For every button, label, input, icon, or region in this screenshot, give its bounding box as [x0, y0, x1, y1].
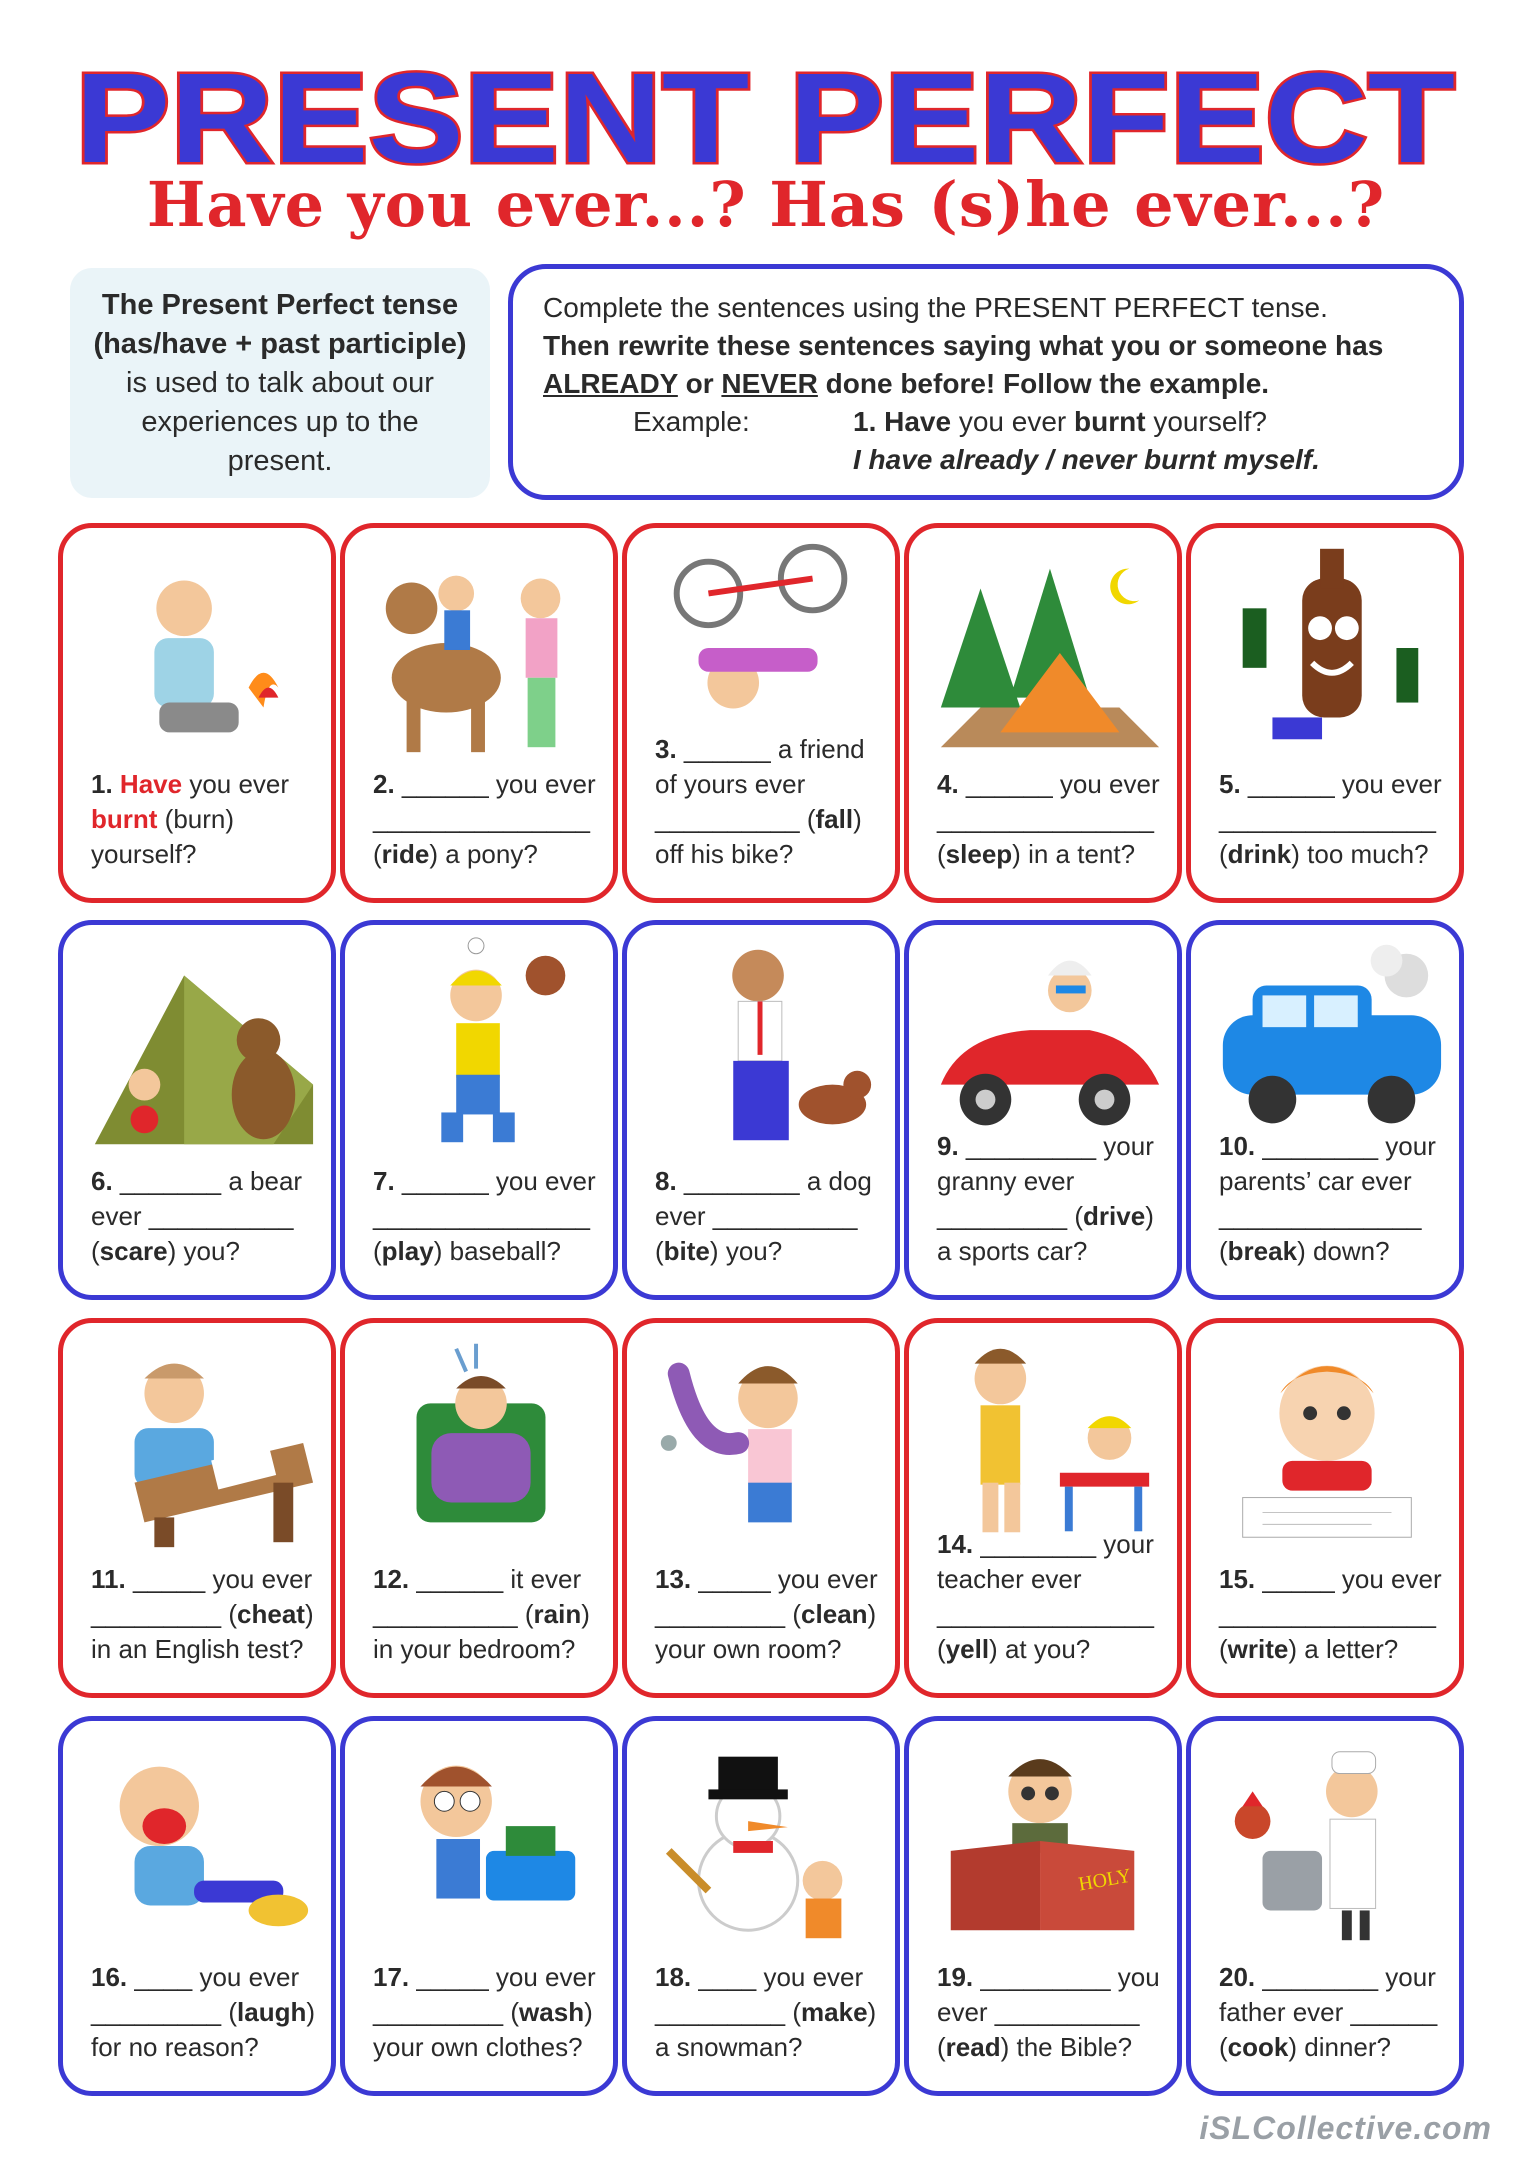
- prompt-line: [1219, 1960, 1454, 1995]
- instruction-line: [543, 365, 1429, 403]
- prompt-line: [1219, 2030, 1454, 2065]
- verb-hint: (play): [373, 1236, 443, 1266]
- prompt-line: [655, 1632, 890, 1667]
- prompt-line: [91, 2030, 326, 2065]
- prompt-line: [373, 1234, 608, 1269]
- prompt-line: [91, 1234, 326, 1269]
- exercise-card: [904, 1716, 1182, 2096]
- blank-line: _________: [655, 1997, 786, 2027]
- prompt-text: ______ it ever: [416, 1564, 582, 1594]
- prompt-text: for no reason?: [91, 2032, 259, 2062]
- prompt-text: ______ you ever: [965, 769, 1160, 799]
- blank-line: _______________: [937, 1599, 1154, 1629]
- exercise-prompt: [91, 1960, 326, 2065]
- prompt-line: [91, 802, 326, 837]
- prompt-text: _______________: [1219, 1599, 1436, 1629]
- exercise-card: [1186, 1318, 1464, 1698]
- exercise-illustration: [921, 1731, 1169, 1951]
- blank-line: _________: [91, 1997, 222, 2027]
- exercise-illustration: [75, 538, 323, 758]
- prompt-line: [655, 1995, 890, 2030]
- prompt-line: [937, 837, 1172, 872]
- exercise-card: [340, 1716, 618, 2096]
- exercise-card: [904, 920, 1182, 1300]
- exercise-card: [622, 920, 900, 1300]
- prompt-text: a sports car?: [937, 1236, 1088, 1266]
- prompt-line: [1219, 837, 1454, 872]
- prompt-text: ________ a dog: [683, 1166, 872, 1196]
- prompt-line: [937, 2030, 1172, 2065]
- prompt-line: [655, 1164, 890, 1199]
- prompt-text: ______ a friend: [683, 734, 865, 764]
- exercise-illustration: [921, 935, 1169, 1155]
- prompt-text: ________ your: [1262, 1131, 1436, 1161]
- prompt-line: [937, 1527, 1172, 1562]
- prompt-text: ____ you ever: [698, 1962, 864, 1992]
- prompt-text: at you?: [1004, 1634, 1091, 1664]
- exercise-card: [58, 920, 336, 1300]
- exercise-card: [1186, 523, 1464, 903]
- exercise-illustration: [639, 1333, 887, 1553]
- prompt-text: _________ you: [980, 1962, 1160, 1992]
- prompt-line: [91, 1199, 326, 1234]
- verb-hint: (bite): [655, 1236, 719, 1266]
- verb-word: sleep: [945, 839, 1013, 869]
- verb-word: play: [381, 1236, 434, 1266]
- verb-word: cheat: [237, 1599, 305, 1629]
- exercise-card: [622, 1318, 900, 1698]
- verb-hint: (rain): [524, 1599, 590, 1629]
- verb-word: cook: [1227, 2032, 1289, 2062]
- item-number: 4.: [937, 769, 959, 799]
- prompt-line: [373, 767, 608, 802]
- page-title: [70, 58, 1460, 178]
- prompt-text: ever __________: [937, 1997, 1140, 2027]
- item-number: 20.: [1219, 1962, 1256, 1992]
- exercise-illustration: [921, 538, 1169, 758]
- prompt-line: [655, 2030, 890, 2065]
- exercise-illustration: [75, 1731, 323, 1951]
- prompt-text: teacher ever: [937, 1564, 1082, 1594]
- exercise-prompt: [937, 1960, 1172, 2065]
- verb-word: wash: [519, 1997, 585, 2027]
- exercise-card: [904, 523, 1182, 903]
- prompt-text: _______________: [373, 1201, 590, 1231]
- item-number: 11.: [91, 1564, 126, 1594]
- prompt-text: yourself?: [91, 839, 197, 869]
- prompt-text: of yours ever: [655, 769, 806, 799]
- prompt-text: you ever: [189, 769, 290, 799]
- verb-word: make: [801, 1997, 868, 2027]
- prompt-line: [91, 1960, 326, 1995]
- item-number: 18.: [655, 1962, 692, 1992]
- exercise-card: [622, 523, 900, 903]
- prompt-line: [937, 1234, 1172, 1269]
- exercise-illustration: [75, 1333, 323, 1553]
- instruction-line: Then rewrite these sentences saying what you or someone has: [543, 330, 1384, 361]
- exercise-card: [1186, 1716, 1464, 2096]
- answer-word: burnt: [91, 804, 158, 834]
- exercise-prompt: [373, 767, 608, 872]
- prompt-text: ever __________: [91, 1201, 294, 1231]
- exercise-prompt: [655, 1960, 890, 2065]
- prompt-line: [937, 1199, 1172, 1234]
- verb-hint: (read): [937, 2032, 1010, 2062]
- prompt-line: [373, 1562, 608, 1597]
- verb-hint: (cook): [1219, 2032, 1298, 2062]
- or-word: or: [685, 368, 714, 399]
- blank-line: _________: [937, 1201, 1068, 1231]
- instructions-box: [508, 264, 1464, 500]
- prompt-line: [1219, 1597, 1454, 1632]
- verb-word: break: [1227, 1236, 1298, 1266]
- grammar-line: present.: [227, 445, 333, 477]
- verb-hint: (cheat): [228, 1599, 314, 1629]
- exercise-illustration: [1203, 1333, 1451, 1553]
- exercise-card: [1186, 920, 1464, 1300]
- verb-hint: (write): [1219, 1634, 1298, 1664]
- prompt-line: [937, 767, 1172, 802]
- example-burnt: burnt: [1074, 406, 1146, 437]
- prompt-line: [937, 1995, 1172, 2030]
- verb-word: yell: [945, 1634, 990, 1664]
- example-answer: I have already / never burnt myself.: [853, 444, 1320, 475]
- prompt-text: _______________: [373, 804, 590, 834]
- prompt-text: your own clothes?: [373, 2032, 583, 2062]
- item-number: 19.: [937, 1962, 974, 1992]
- prompt-text: baseball?: [449, 1236, 561, 1266]
- blank-line: _________: [91, 1599, 222, 1629]
- exercise-card: [904, 1318, 1182, 1698]
- prompt-line: [655, 732, 890, 767]
- exercise-illustration: [1203, 1731, 1451, 1951]
- item-number: 1.: [91, 769, 113, 799]
- prompt-text: ____ you ever: [134, 1962, 300, 1992]
- grammar-line: is used to talk about our: [126, 367, 434, 399]
- verb-word: drive: [1083, 1201, 1146, 1231]
- prompt-text: in an English test?: [91, 1634, 304, 1664]
- verb-hint: (clean): [792, 1599, 877, 1629]
- exercise-card: [622, 1716, 900, 2096]
- exercise-card: [340, 523, 618, 903]
- prompt-text: _____ you ever: [416, 1962, 596, 1992]
- prompt-line: [1219, 1562, 1454, 1597]
- prompt-line: [91, 1597, 326, 1632]
- exercise-illustration: [75, 935, 323, 1155]
- prompt-line: [655, 1562, 890, 1597]
- exercise-card: [340, 1318, 618, 1698]
- prompt-text: _______________: [1219, 804, 1436, 834]
- example-label: Example:: [633, 406, 750, 437]
- exercise-prompt: [655, 1164, 890, 1269]
- exercise-prompt: [937, 1129, 1172, 1269]
- prompt-line: [91, 767, 326, 802]
- exercise-card: [58, 523, 336, 903]
- page-subtitle: Have you ever...? Has (s)he ever...?: [146, 168, 1386, 241]
- prompt-text: parents’ car ever: [1219, 1166, 1412, 1196]
- prompt-text: (burn): [164, 804, 235, 834]
- exercise-illustration: [357, 1333, 605, 1553]
- exercise-prompt: [373, 1164, 608, 1269]
- exercise-prompt: [373, 1960, 608, 2065]
- prompt-line: [1219, 1199, 1454, 1234]
- exercise-prompt: [91, 1164, 326, 1269]
- answer-word: Have: [119, 769, 183, 799]
- prompt-line: [1219, 767, 1454, 802]
- prompt-text: ______ you ever: [401, 769, 596, 799]
- prompt-text: granny ever: [937, 1166, 1075, 1196]
- item-number: 2.: [373, 769, 395, 799]
- prompt-line: [373, 1995, 608, 2030]
- item-number: 12.: [373, 1564, 410, 1594]
- verb-word: fall: [815, 804, 854, 834]
- prompt-line: [655, 767, 890, 802]
- verb-hint: (drive): [1074, 1201, 1154, 1231]
- prompt-line: [91, 1562, 326, 1597]
- item-number: 7.: [373, 1166, 395, 1196]
- prompt-line: [91, 837, 326, 872]
- exercise-illustration: [639, 935, 887, 1155]
- exercise-prompt: [1219, 1129, 1454, 1269]
- example-number: 1.: [853, 406, 877, 437]
- prompt-line: [91, 1632, 326, 1667]
- prompt-line: [373, 1632, 608, 1667]
- verb-hint: (scare): [91, 1236, 177, 1266]
- exercise-prompt: [655, 1562, 890, 1667]
- prompt-text: ________ your: [1262, 1962, 1436, 1992]
- exercise-illustration: [639, 1731, 887, 1951]
- exercise-prompt: [91, 1562, 326, 1667]
- instruction-rest: done before! Follow the example.: [825, 368, 1270, 399]
- example-have: Have: [884, 406, 952, 437]
- exercise-card: [58, 1318, 336, 1698]
- item-number: 10.: [1219, 1131, 1256, 1161]
- prompt-line: [1219, 1632, 1454, 1667]
- prompt-line: [91, 1164, 326, 1199]
- prompt-text: in a tent?: [1028, 839, 1136, 869]
- prompt-line: [373, 1597, 608, 1632]
- prompt-line: [937, 1562, 1172, 1597]
- never-word: NEVER: [721, 368, 818, 399]
- exercise-prompt: [373, 1562, 608, 1667]
- prompt-text: a snowman?: [655, 2032, 803, 2062]
- example-mid: you ever: [958, 406, 1067, 437]
- blank-line: ______________: [1219, 1201, 1422, 1231]
- prompt-text: off his bike?: [655, 839, 794, 869]
- prompt-line: [937, 1597, 1172, 1632]
- exercise-prompt: [937, 767, 1172, 872]
- prompt-text: father ever ______: [1219, 1997, 1438, 2027]
- prompt-line: [373, 837, 608, 872]
- item-number: 15.: [1219, 1564, 1256, 1594]
- exercise-illustration: [639, 538, 887, 758]
- prompt-text: ______ you ever: [401, 1166, 596, 1196]
- verb-hint: (make): [792, 1997, 877, 2027]
- watermark: iSLCollective.com: [1199, 2110, 1492, 2146]
- prompt-text: ________ your: [980, 1529, 1154, 1559]
- verb-hint: (fall): [806, 804, 862, 834]
- verb-word: read: [945, 2032, 1001, 2062]
- instruction-line: Complete the sentences using the PRESENT PERFECT tense.: [543, 292, 1328, 323]
- prompt-line: [655, 837, 890, 872]
- exercise-card: [58, 1716, 336, 2096]
- prompt-text: down?: [1312, 1236, 1390, 1266]
- grammar-line: experiences up to the: [141, 406, 419, 438]
- exercise-illustration: [357, 1731, 605, 1951]
- prompt-line: [655, 1597, 890, 1632]
- prompt-line: [937, 1632, 1172, 1667]
- prompt-line: [1219, 1129, 1454, 1164]
- exercise-prompt: [91, 767, 326, 872]
- verb-hint: (yell): [937, 1634, 998, 1664]
- item-number: 5.: [1219, 769, 1241, 799]
- prompt-line: [937, 1164, 1172, 1199]
- exercise-prompt: [1219, 767, 1454, 872]
- example-row: [543, 403, 1429, 441]
- exercise-illustration: [1203, 935, 1451, 1155]
- prompt-text: too much?: [1307, 839, 1429, 869]
- grammar-note: [70, 268, 490, 498]
- verb-word: rain: [533, 1599, 582, 1629]
- prompt-text: _________ your: [965, 1131, 1154, 1161]
- prompt-line: [655, 1960, 890, 1995]
- prompt-line: [373, 802, 608, 837]
- blank-line: __________: [373, 1599, 518, 1629]
- prompt-line: [655, 1234, 890, 1269]
- prompt-line: [937, 802, 1172, 837]
- exercise-prompt: [1219, 1960, 1454, 2065]
- verb-word: drink: [1227, 839, 1292, 869]
- verb-hint: (laugh): [228, 1997, 316, 2027]
- exercise-illustration: [1203, 538, 1451, 758]
- item-number: 9.: [937, 1131, 959, 1161]
- blank-line: __________: [655, 804, 800, 834]
- prompt-text: you?: [725, 1236, 783, 1266]
- item-number: 14.: [937, 1529, 974, 1559]
- prompt-line: [373, 2030, 608, 2065]
- prompt-text: _______ a bear: [119, 1166, 303, 1196]
- item-number: 8.: [655, 1166, 677, 1196]
- svg-text:HOLY: HOLY: [1076, 1864, 1133, 1896]
- prompt-text: the Bible?: [1016, 2032, 1133, 2062]
- prompt-text: a letter?: [1304, 1634, 1399, 1664]
- prompt-text: _____ you ever: [1262, 1564, 1442, 1594]
- prompt-line: [1219, 802, 1454, 837]
- prompt-text: your own room?: [655, 1634, 842, 1664]
- exercise-illustration: [357, 538, 605, 758]
- prompt-line: [655, 1199, 890, 1234]
- exercise-illustration: [921, 1333, 1169, 1553]
- example-end: yourself?: [1153, 406, 1267, 437]
- exercise-prompt: [655, 732, 890, 872]
- verb-word: ride: [381, 839, 430, 869]
- prompt-text: _______________: [937, 804, 1154, 834]
- exercise-prompt: [937, 1527, 1172, 1667]
- svg-text:PRESENT PERFECT: PRESENT PERFECT: [75, 58, 1455, 178]
- exercise-prompt: [1219, 1562, 1454, 1667]
- verb-word: laugh: [237, 1997, 307, 2027]
- verb-hint: (wash): [510, 1997, 593, 2027]
- verb-word: bite: [663, 1236, 710, 1266]
- prompt-text: _____ you ever: [132, 1564, 313, 1594]
- verb-word: clean: [801, 1599, 868, 1629]
- prompt-line: [655, 802, 890, 837]
- item-number: 16.: [91, 1962, 128, 1992]
- prompt-text: ever __________: [655, 1201, 858, 1231]
- verb-hint: (ride): [373, 839, 439, 869]
- prompt-text: dinner?: [1304, 2032, 1391, 2062]
- exercise-card: [340, 920, 618, 1300]
- prompt-line: [1219, 1234, 1454, 1269]
- exercise-illustration: [357, 935, 605, 1155]
- verb-hint: (break): [1219, 1236, 1306, 1266]
- prompt-line: [1219, 1164, 1454, 1199]
- prompt-line: [373, 1199, 608, 1234]
- prompt-text: you?: [183, 1236, 240, 1266]
- prompt-text: a pony?: [445, 839, 538, 869]
- grammar-line: (has/have + past participle): [93, 328, 467, 360]
- prompt-text: in your bedroom?: [373, 1634, 576, 1664]
- prompt-line: [1219, 1995, 1454, 2030]
- item-number: 13.: [655, 1564, 692, 1594]
- verb-hint: (drink): [1219, 839, 1300, 869]
- blank-line: _________: [655, 1599, 786, 1629]
- prompt-text: ______ you ever: [1247, 769, 1442, 799]
- already-word: ALREADY: [543, 368, 678, 399]
- prompt-line: [373, 1960, 608, 1995]
- item-number: 17.: [373, 1962, 410, 1992]
- verb-word: write: [1227, 1634, 1289, 1664]
- prompt-text: _____ you ever: [698, 1564, 878, 1594]
- grammar-line: The Present Perfect tense: [101, 289, 459, 321]
- prompt-line: [91, 1995, 326, 2030]
- verb-word: scare: [99, 1236, 168, 1266]
- prompt-line: [937, 1129, 1172, 1164]
- prompt-line: [373, 1164, 608, 1199]
- prompt-line: [937, 1960, 1172, 1995]
- item-number: 6.: [91, 1166, 113, 1196]
- verb-hint: (sleep): [937, 839, 1021, 869]
- item-number: 3.: [655, 734, 677, 764]
- blank-line: _________: [373, 1997, 504, 2027]
